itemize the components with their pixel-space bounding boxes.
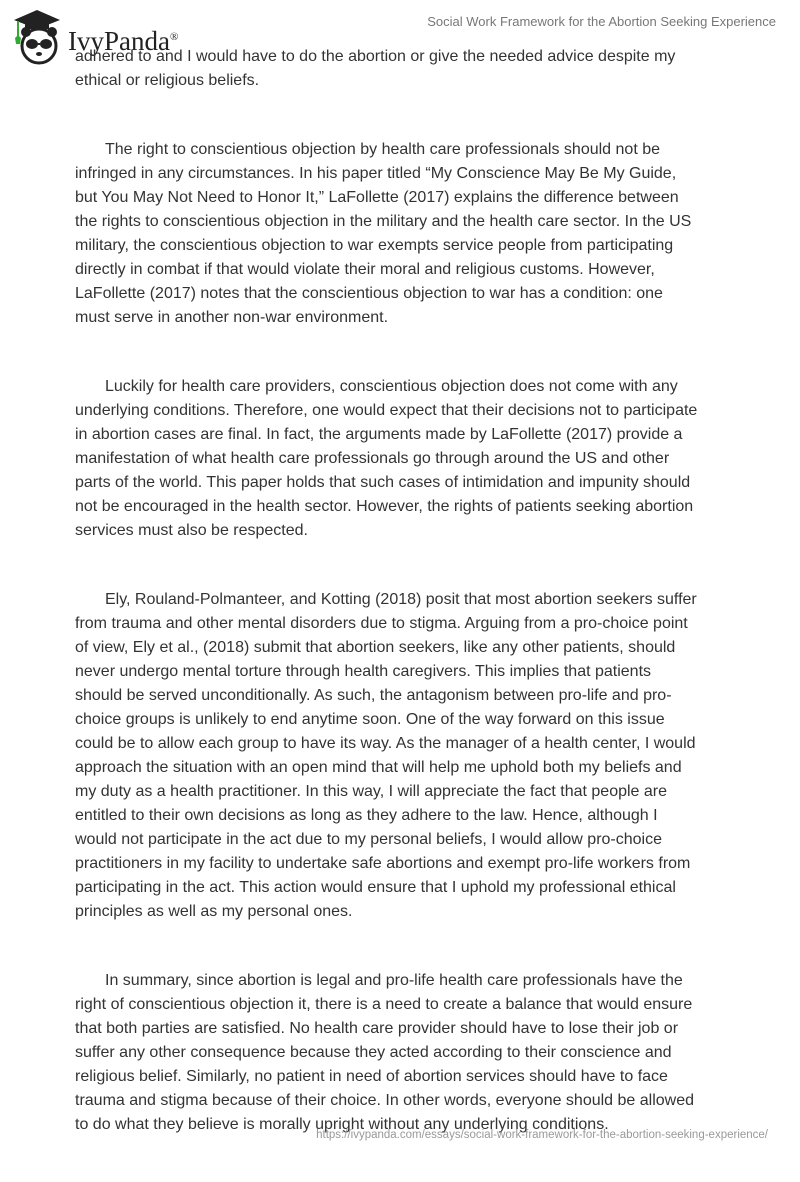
text-line: approach the situation with an open mind that will help me uphold both my beliefs and [75, 759, 682, 776]
source-url[interactable]: https://ivypanda.com/essays/social-work-framework-for-the-abortion-seeking-experience/ [316, 1129, 768, 1141]
text-line: In summary, since abortion is legal and pro-life health care professionals have the [105, 972, 683, 989]
text-line: but You May Not Need to Honor It,” LaFollette (2017) explains the difference between [75, 189, 679, 206]
registered-mark: ® [169, 30, 179, 43]
text-line: underlying conditions. Therefore, one would expect that their decisions not to participate [75, 402, 698, 419]
text-line: principles as well as my personal ones. [75, 903, 353, 920]
paragraph [75, 138, 755, 330]
text-line: choice groups is unlikely to end anytime soon. One of the way forward on this issue [75, 711, 665, 728]
text-line: military, the conscientious objection to war exempts service people from participating [75, 237, 674, 254]
panda-graduate-icon [12, 8, 62, 66]
text-line: to do what they believe is morally upright without any underlying conditions. [75, 1116, 609, 1133]
text-line: participating in the act. This action would ensure that I uphold my professional ethical [75, 879, 676, 896]
text-line: must serve in another non-war environment. [75, 309, 389, 326]
text-line: Luckily for health care providers, conscientious objection does not come with any [105, 378, 678, 395]
text-line: could be to allow each group to have its way. As the manager of a health center, I would [75, 735, 696, 752]
brand-name: IvyPanda [68, 25, 170, 56]
text-line: infringed in any circumstances. In his paper titled “My Conscience May Be My Guide, [75, 165, 677, 182]
text-line: my duty as a health practitioner. In this way, I will appreciate the fact that people are [75, 783, 668, 800]
text-line: from trauma and other mental disorders due to stigma. Arguing from a pro-choice point [75, 615, 688, 632]
text-line: trauma and stigma because of their choice. In other words, everyone should be allowed [75, 1092, 695, 1109]
paragraph [75, 588, 755, 924]
text-line: the rights to conscientious objection in the military and the health care sector. In the US [75, 213, 692, 230]
text-line: that both parties are satisfied. No health care provider should have to lose their job or [75, 1020, 679, 1037]
text-line: practitioners in my facility to undertake safe abortions and exempt pro-life workers from [75, 855, 691, 872]
text-line: LaFollette (2017) notes that the conscientious objection to war has a condition: one [75, 285, 663, 302]
text-line: of view, Ely et al., (2018) submit that abortion seekers, like any other patients, should [75, 639, 676, 656]
text-line: Ely, Rouland-Polmanteer, and Kotting (2018) posit that most abortion seekers suffer [105, 591, 697, 608]
paragraph [75, 969, 755, 1137]
text-line: suffer any other consequence because they acted according to their conscience and [75, 1044, 672, 1061]
text-line: in abortion cases are final. In fact, the arguments made by LaFollette (2017) provide a [75, 426, 683, 443]
text-line: never undergo mental torture through health caregivers. This implies that patients [75, 663, 652, 680]
text-line: would not participate in the act due to my personal beliefs, I would allow pro-choice [75, 831, 662, 848]
text-line: The right to conscientious objection by health care professionals should not be [105, 141, 661, 158]
text-line: services must also be respected. [75, 522, 308, 539]
text-line: directly in combat if that would violate their moral and religious customs. However, [75, 261, 655, 278]
text-line: parts of the world. This paper holds that such cases of intimidation and impunity should [75, 474, 691, 491]
document-title: Social Work Framework for the Abortion Seeking Experience [427, 14, 776, 29]
text-line: not be encouraged in the health sector. However, the rights of patients seeking abortion [75, 498, 694, 515]
text-line: manifestation of what health care professionals go through around the US and other [75, 450, 670, 467]
text-line: adhered to and I would have to do the abortion or give the needed advice despite my [75, 48, 676, 65]
text-line: religious belief. Similarly, no patient in need of abortion services should have to face [75, 1068, 668, 1085]
text-line: should be served unconditionally. As such, the antagonism between pro-life and pro- [75, 687, 672, 704]
text-line: ethical or religious beliefs. [75, 72, 260, 89]
text-line: right of conscientious objection it, there is a need to create a balance that would ensure [75, 996, 693, 1013]
paragraph [75, 45, 755, 93]
paragraph [75, 375, 755, 543]
text-line: entitled to their own decisions as long as they adhere to the law. Hence, although I [75, 807, 658, 824]
essay-body [75, 45, 755, 1182]
